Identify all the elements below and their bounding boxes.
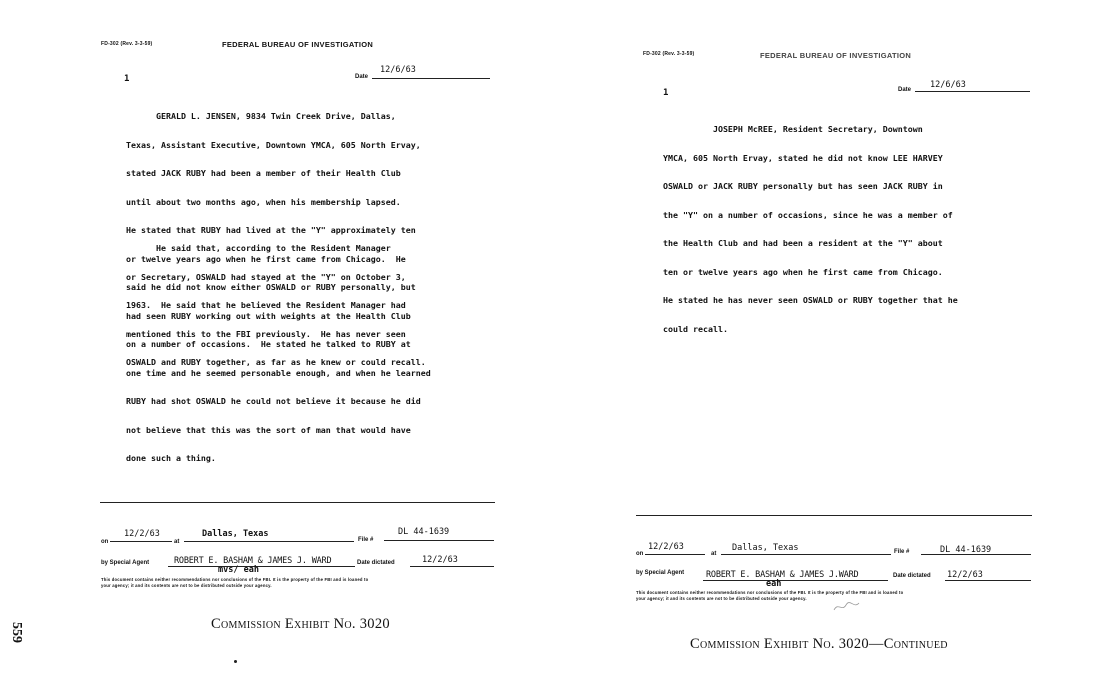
right-date-label: Date — [898, 87, 912, 93]
right-disclaimer-line-1: This document contains neither recommendations nor conclusions of the FBI. It is the property of the FBI and is loaned to — [636, 590, 904, 595]
right-date-rule — [915, 91, 1030, 92]
left-exhibit-caption: Commission Exhibit No. 3020 — [211, 616, 390, 632]
left-agency-header: FEDERAL BUREAU OF INVESTIGATION — [222, 40, 374, 49]
left-p1-line: RUBY had shot OSWALD he could not believe it because he did — [126, 396, 421, 406]
right-p1-line: YMCA, 605 North Ervay, stated he did not know LEE HARVEY — [663, 152, 943, 163]
left-at-value: Dallas, Texas — [202, 529, 269, 539]
left-p1-line: done such a thing. — [126, 453, 216, 463]
left-p1-line: on a number of occasions. He stated he talked to RUBY at — [126, 339, 411, 349]
left-file-rule — [384, 540, 494, 541]
left-by-agent-label: by Special Agent — [101, 560, 150, 566]
right-on-label: on — [636, 551, 644, 557]
left-p1-line: Texas, Assistant Executive, Downtown YMCA, 605 North Ervay, — [126, 139, 421, 150]
left-p1-line: one time and he seemed personable enough, and when he learned — [126, 367, 431, 378]
right-exhibit-caption: Commission Exhibit No. 3020—Continued — [690, 636, 948, 652]
left-p1-line: not believe that this was the sort of man that would have — [126, 424, 411, 435]
left-p1-line: until about two months ago, when his membership lapsed. — [126, 196, 401, 207]
left-agents-rule — [168, 566, 355, 567]
right-agents: ROBERT E. BASHAM & JAMES J.WARD — [706, 570, 859, 580]
right-page-number: 1 — [663, 88, 669, 98]
left-initials: mvs/ eah — [218, 565, 259, 575]
left-p2-line: OSWALD and RUBY together, as far as he knew or could recall. — [126, 357, 426, 367]
left-dictated-value: 12/2/63 — [422, 555, 458, 565]
left-agents: ROBERT E. BASHAM & JAMES J. WARD — [174, 556, 332, 566]
right-file-label: File # — [894, 549, 910, 555]
right-disclaimer-line-2: your agency; it and its contents are not to be distributed outside your agency. — [636, 596, 807, 601]
left-p1-line: GERALD L. JENSEN, 9834 Twin Creek Drive, Dallas, — [126, 111, 396, 121]
right-form-id: FD-302 (Rev. 3-3-59) — [643, 51, 695, 57]
left-on-value: 12/2/63 — [124, 529, 160, 539]
left-dictated-rule — [410, 566, 494, 567]
left-file-value: DL 44-1639 — [398, 527, 450, 537]
right-paragraph-1 — [663, 106, 958, 353]
right-agents-rule — [703, 580, 888, 581]
right-on-value: 12/2/63 — [648, 542, 684, 552]
right-separator-rule — [636, 515, 1032, 516]
speck-mark — [234, 660, 237, 663]
right-agency-header: FEDERAL BUREAU OF INVESTIGATION — [760, 51, 912, 60]
right-dictated-rule — [945, 580, 1031, 581]
left-separator-rule — [100, 502, 495, 503]
right-date-value: 12/6/63 — [930, 80, 966, 90]
left-dictated-label: Date dictated — [357, 560, 395, 566]
left-p1-line: He stated that RUBY had lived at the "Y" approximately ten — [126, 225, 416, 235]
right-initials: eah — [766, 579, 782, 589]
left-date-value: 12/6/63 — [380, 65, 416, 75]
right-p1-line: JOSEPH McREE, Resident Secretary, Downtown — [663, 124, 923, 134]
left-p2-line: 1963. He said that he believed the Resident Manager had — [126, 300, 406, 310]
right-p1-line: He stated he has never seen OSWALD or RUBY together that he — [663, 295, 958, 305]
left-page-number: 1 — [124, 74, 130, 84]
left-p2-line: He said that, according to the Resident Manager — [126, 243, 391, 253]
left-on-rule — [110, 541, 172, 542]
left-disclaimer-line-1: This document contains neither recommendations nor conclusions of the FBI. It is the property of the FBI and is loaned to — [101, 577, 369, 582]
left-disclaimer-line-2: your agency; it and its contents are not to be distributed outside your agency. — [101, 583, 272, 588]
right-p1-line: the "Y" on a number of occasions, since he was a member of — [663, 209, 953, 220]
left-p1-line: stated JACK RUBY had been a member of their Health Club — [126, 168, 401, 178]
right-p1-line: ten or twelve years ago when he first came from Chicago. — [663, 266, 943, 277]
left-p2-line: or Secretary, OSWALD had stayed at the "Y" on October 3, — [126, 271, 406, 282]
right-p1-line: OSWALD or JACK RUBY personally but has seen JACK RUBY in — [663, 181, 943, 191]
left-form-id: FD-302 (Rev. 3-3-59) — [101, 41, 153, 47]
right-file-value: DL 44-1639 — [940, 545, 992, 555]
left-paragraph-2 — [126, 225, 426, 387]
left-p1-line: had seen RUBY working out with weights at the Health Club — [126, 310, 411, 321]
right-dictated-label: Date dictated — [893, 573, 931, 579]
right-file-rule — [921, 554, 1031, 555]
right-at-label: at — [711, 551, 717, 557]
left-at-label: at — [174, 539, 180, 545]
left-p1-line: or twelve years ago when he first came from Chicago. He — [126, 253, 406, 264]
right-on-rule — [645, 554, 705, 555]
left-date-label: Date — [355, 74, 369, 80]
left-p1-line: said he did not know either OSWALD or RUBY personally, but — [126, 282, 416, 292]
left-on-label: on — [101, 539, 109, 545]
handwritten-mark — [832, 600, 862, 614]
right-at-value: Dallas, Texas — [732, 543, 799, 553]
left-date-rule — [372, 78, 490, 79]
left-at-rule — [184, 541, 354, 542]
right-by-agent-label: by Special Agent — [636, 570, 685, 576]
left-p2-line: mentioned this to the FBI previously. He has never seen — [126, 328, 406, 339]
right-at-rule — [721, 554, 891, 555]
left-file-label: File # — [358, 537, 374, 543]
right-p1-line: the Health Club and had been a resident at the "Y" about — [663, 238, 943, 248]
right-dictated-value: 12/2/63 — [947, 570, 983, 580]
side-page-number: 559 — [9, 622, 24, 643]
right-p1-line: could recall. — [663, 323, 728, 334]
